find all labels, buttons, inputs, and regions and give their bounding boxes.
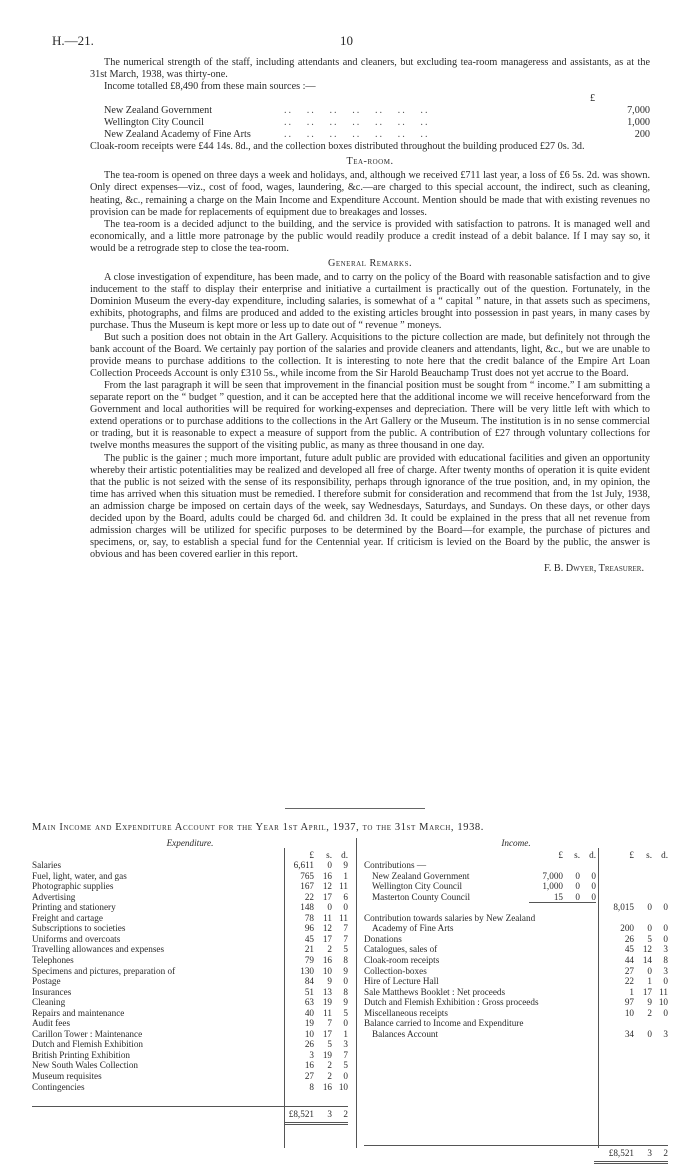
tea-room-heading: Tea-room. [346, 156, 394, 168]
currency-head: £ [590, 93, 596, 105]
income-source-row: Wellington City Council .. .. .. .. .. .. .. 1,000 [104, 117, 650, 129]
income-row: Sale Matthews Booklet : Net proceeds 1 17 11 [364, 986, 668, 997]
income-column [364, 838, 668, 1164]
signature: F. B. Dwyer, Treasurer. [543, 562, 644, 574]
expenditure-column [32, 838, 348, 1125]
expenditure-row: Audit fees 19 7 0 [32, 1018, 348, 1029]
income-row: Cloak-room receipts 44 14 8 [364, 955, 668, 966]
expenditure-row: Subscriptions to societies 96 12 7 [32, 923, 348, 934]
expenditure-row: British Printing Exhibition 3 19 7 [32, 1049, 348, 1060]
income-source-row: New Zealand Academy of Fine Arts .. .. .. .. .. .. .. 200 [104, 129, 650, 141]
expenditure-row: Uniforms and overcoats 45 17 7 [32, 933, 348, 944]
double-rule [594, 1161, 668, 1164]
expenditure-row: Museum requisites 27 2 0 [32, 1071, 348, 1082]
general-paragraph: From the last paragraph it will be seen that improvement in the financial position must be sought from “ income.” I am submitting a separate report on the “ budget ” question, and it can be accepted here that the additional income we will receive henceforward from the Government and local authorities will be required for working-expenses and depreciation. There will be very little left with which to extend operations or to purchase additions to the collections in the Art Gallery or the Museum. The institution is in no sense commercial or trading, but it is reasonable to expect a measure of support from the public. A contribution of £27 through voluntary collections for twelve months measures the support of the visiting public, as many as three thousand in one day. [90, 380, 650, 452]
contribution-row: Wellington City Council 1,000 0 0 [372, 881, 596, 892]
income-row: Catalogues, sales of 45 12 3 [364, 944, 668, 955]
income-row: Balances Account 34 0 3 [372, 1028, 668, 1039]
expenditure-row: Specimens and pictures, preparation of 130 10 9 [32, 965, 348, 976]
expenditure-row: Fuel, light, water, and gas 765 16 1 [32, 870, 348, 881]
expenditure-row: Contingencies 8 16 10 [32, 1081, 348, 1092]
general-paragraph: A close investigation of expenditure, has been made, and to carry on the policy of the Board with reasonable satisfaction and to give inducement to the staff to display their enterprise and initiative a curtailment is practically out of the question. Fortunately, in the Dominion Museum the every-day expenditure, including salaries, is somewhat of a “ capital ” nature, in that assets such as specimens, exhibits, photographs, and films are produced and added to the existing articles brought into possession in past years, in many cases by purchase. Thus the Museum is kept more or less up to date out of “ revenue ” moneys. [90, 271, 650, 331]
income-intro: Income totalled £8,490 from these main sources :— [104, 81, 316, 93]
expenditure-rows [32, 860, 348, 1092]
income-row: Hire of Lecture Hall 22 1 0 [364, 976, 668, 987]
income-row: Contribution towards salaries by New Zealand [364, 912, 536, 923]
income-heading: Income. [501, 838, 531, 848]
expenditure-total: £8,521 3 2 [32, 1106, 348, 1120]
expenditure-row: Telephones 79 16 8 [32, 955, 348, 966]
income-source-row: New Zealand Government .. .. .. .. .. .. .. 7,000 [104, 105, 650, 117]
income-row: Donations 26 5 0 [364, 933, 668, 944]
income-row: Miscellaneous receipts 10 2 0 [364, 1007, 668, 1018]
income-rows [364, 913, 668, 1040]
expenditure-row: Photographic supplies 167 12 11 [32, 881, 348, 892]
expenditure-row: Insurances 51 13 8 [32, 986, 348, 997]
contribution-row: New Zealand Government 7,000 0 0 [372, 870, 596, 881]
double-rule [284, 1122, 348, 1125]
expenditure-row: Salaries 6,611 0 9 [32, 860, 348, 871]
expenditure-row: Freight and cartage 78 11 11 [32, 912, 348, 923]
tea-room-paragraph: The tea-room is a decided adjunct to the building, and the service is provided with satisfaction to patrons. It is managed well and economically, and a little more patronage by the public would readily produce a credit instead of a debit balance. If I may say so, it would be a retrograde step to close the tea-room. [90, 218, 650, 254]
income-row: Dutch and Flemish Exhibition : Gross proceeds 97 9 10 [364, 997, 668, 1008]
contributions-label-row: Contributions — [364, 860, 427, 871]
report-body [90, 57, 650, 575]
income-row: Academy of Fine Arts 200 0 0 [372, 923, 668, 934]
general-paragraph: But such a position does not obtain in the Art Gallery. Acquisitions to the picture collection are made, but definitely not through the bank account of the Board. We certainly pay portion of the salaries and provide cleaners and attendants, light, &c., but we are unable to provide means to purchase additions to the collection. It is interesting to note here that the credit balance of the Empire Art Loan Collection Proceeds Account is only £310 5s., while income from the Sir Harold Beauchamp Trust does not yet accrue to the Board. [90, 332, 650, 380]
section-divider [285, 808, 425, 809]
expenditure-heading: Expenditure. [166, 838, 214, 848]
contribution-row: Masterton County Council 15 0 0 [372, 891, 596, 902]
income-row: Collection-boxes 27 0 3 [364, 965, 668, 976]
general-remarks-heading: General Remarks. [327, 257, 413, 269]
contributions-total-row: 8,015 0 0 [364, 902, 668, 913]
page-number: 10 [340, 33, 353, 48]
income-lsd-header: £ s. d. £ s. d. [558, 849, 668, 860]
document-reference: H.—21. [52, 33, 94, 48]
expenditure-row: Printing and stationery 148 0 0 [32, 902, 348, 913]
tea-room-paragraph: The tea-room is opened on three days a week and holidays, and, although we received £711 last year, a loss of £6 5s. 2d. was shown. Only direct expenses—viz., cost of food, wages, laundering, &c.—are charged to this special account, the indirect, such as cleaning, heating, &c., remaining a charge on the Main Income and Expenditure Account. Mention should be made that with existing revenues no provision can be made for replacements of equipment due to breakages and losses. [90, 170, 650, 218]
income-sources-table [104, 93, 650, 141]
expenditure-row: New South Wales Collection 16 2 5 [32, 1060, 348, 1071]
expenditure-row: Postage 84 9 0 [32, 976, 348, 987]
expenditure-row: Carillon Tower : Maintenance 10 17 1 [32, 1028, 348, 1039]
expenditure-row: Cleaning 63 19 9 [32, 997, 348, 1008]
expenditure-row: Dutch and Flemish Exhibition 26 5 3 [32, 1039, 348, 1050]
account-title: Main Income and Expenditure Account for the Year 1st April, 1937, to the 31st March, 1938. [32, 822, 485, 833]
column-rule [356, 838, 357, 1148]
income-total: £8,521 3 2 [364, 1145, 668, 1159]
expenditure-row: Advertising 22 17 6 [32, 891, 348, 902]
income-row: Balance carried to Income and Expenditure [364, 1018, 524, 1029]
staff-paragraph: The numerical strength of the staff, including attendants and cleaners, but excluding tea-room manageress and assistants, as at the 31st March, 1938, was thirty-one. [90, 57, 650, 81]
cloak-room-paragraph: Cloak-room receipts were £44 14s. 8d., and the collection boxes distributed throughout the building produced £27 0s. 3d. [90, 141, 585, 153]
expenditure-row: Repairs and maintenance 40 11 5 [32, 1007, 348, 1018]
lsd-header: £ s. d. [309, 849, 348, 860]
contribution-rows [364, 871, 668, 903]
expenditure-row: Travelling allowances and expenses 21 2 5 [32, 944, 348, 955]
general-paragraph: The public is the gainer ; much more important, future adult public are provided with educational facilities and given an opportunity whereby their artistic potentialities may be realized and developed all free of charge. After twenty months of operation it is quite evident that the public is not seized with the sense of its responsibility, perhaps through ignorance of the true position, and, in my opinion, the time has arrived when this situation must be remedied. I therefore submit for consideration and recommend that from the 1st July, 1938, an admission charge be imposed on certain days of the week, say Wednesdays, Saturdays, and Sundays. On these days, or other days decided upon by the Board, adults could be charged 6d. and children 3d. It could be explained in the press that all net revenue from admission charges will be utilized for specific purposes to be determined by the Board—for example, the purchase of pictures and specimens, or, say, to establish a special fund for the Centennial year. If criticism is levied on the Board by the public, the answer is obvious and has been covered earlier in this report. [90, 452, 650, 560]
